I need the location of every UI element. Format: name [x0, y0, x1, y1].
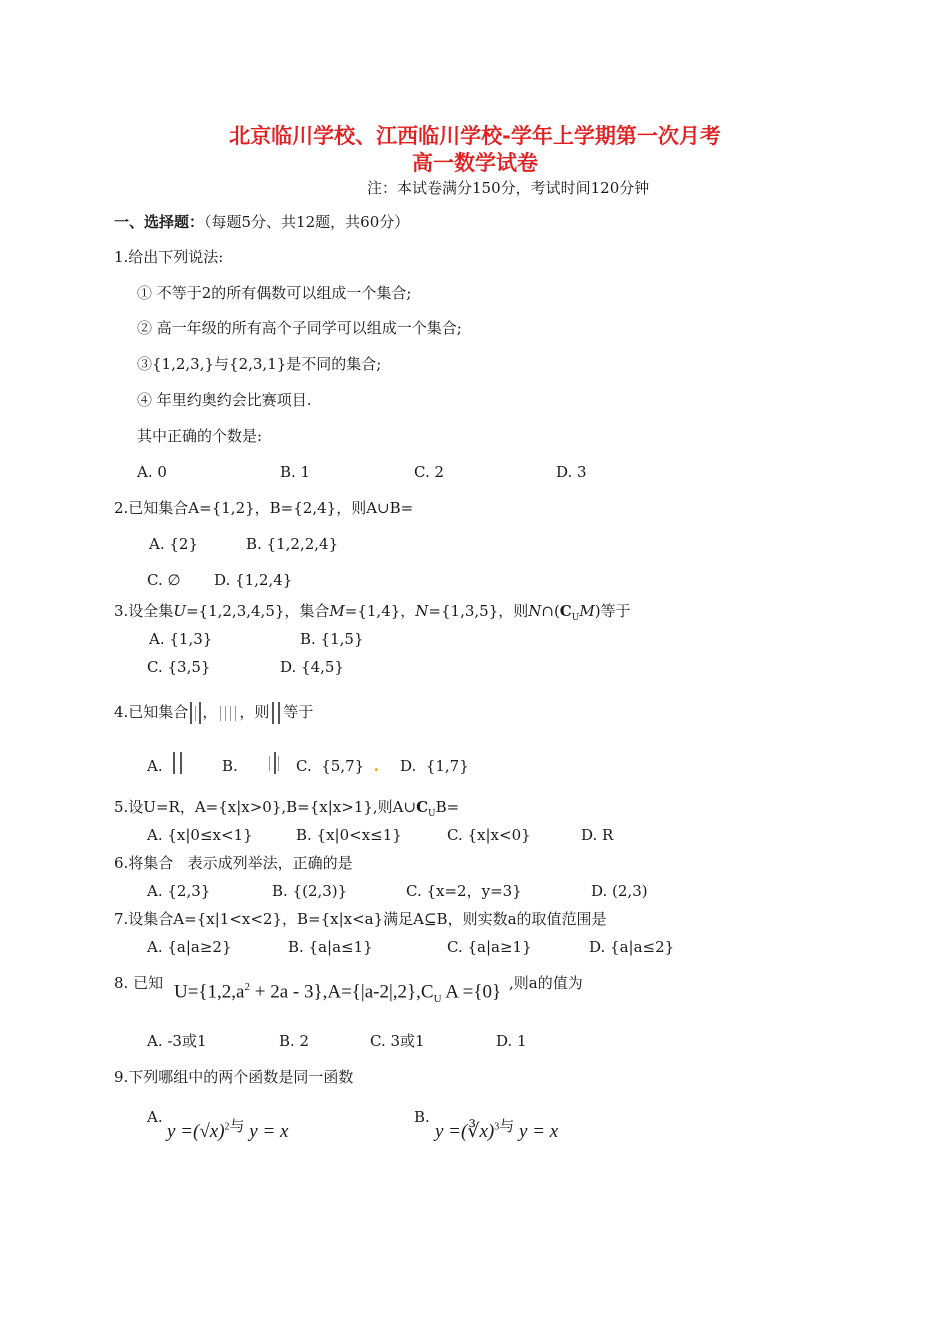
exam-title-line1: 北京临川学校、江西临川学校-学年上学期第一次月考 [229, 124, 721, 148]
q4-stem [114, 700, 313, 726]
q9-a-connector: 与 [229, 1117, 245, 1135]
q2-option-d: D. {1,2,4} [214, 571, 293, 589]
q1-statement-1: ① 不等于2的所有偶数可以组成一个集合; [137, 284, 412, 302]
q6-stem [114, 853, 353, 873]
q3-text-3: ={1,4}， [344, 602, 416, 620]
q7-option-a: A. {a|a≥2} [147, 938, 232, 956]
q5-option-d: D. R [581, 826, 614, 844]
q9-option-a-label: A. [147, 1108, 163, 1126]
q9-b-func-2: y = x [518, 1121, 559, 1142]
q4-text-3: ，则 [239, 703, 270, 721]
q3-complement-sub: U [571, 613, 580, 623]
q5-stem [114, 797, 459, 824]
q8-option-c: C. 3或1 [370, 1032, 425, 1050]
section-heading [114, 212, 409, 232]
q5-complement-symbol: C [416, 798, 429, 816]
q5-text-2: B= [435, 798, 460, 816]
q1-statement-4: ④ 年里约奥约会比赛项目. [137, 391, 312, 409]
q6-text-1: 6.将集合 [114, 854, 174, 872]
q6-option-d: D. (2,3) [591, 882, 648, 900]
q4-option-d [400, 756, 469, 776]
q4-option-a-formula-image [171, 750, 185, 776]
q1-statement-2: ② 高一年级的所有高个子同学可以组成一个集合; [137, 319, 462, 337]
q9-option-a-formula [167, 1114, 288, 1144]
q6-option-a: A. {2,3} [147, 882, 211, 900]
q3-text-4: ={1,3,5}，则 [428, 602, 529, 620]
q3-text-5: ∩( [541, 602, 560, 620]
exam-note: 注：本试卷满分150分，考试时间120分钟 [367, 179, 650, 197]
q7-option-d: D. {a|a≤2} [589, 938, 675, 956]
q8-formula [174, 975, 501, 1011]
q4-option-b: B. [222, 757, 238, 775]
q4-option-a: A. [147, 757, 163, 775]
q7-stem: 7.设集合A={x|1<x<2}，B={x|x<a}满足A⊆B，则实数a的取值范围是 [114, 910, 607, 928]
q3-var-n2: N [528, 602, 542, 620]
q5-text-1: 5.设U=R，A={x|x>0},B={x|x>1},则A∪ [114, 798, 417, 816]
q9-option-b-formula [435, 1114, 558, 1144]
set-a-formula-image [188, 700, 202, 726]
q9-stem: 9.下列哪组中的两个函数是同一函数 [114, 1068, 354, 1086]
q8-stem-end: ,则a的值为 [509, 974, 583, 992]
section-desc: （每题5分、共12题，共60分） [204, 213, 410, 231]
q4-text-2: ， [202, 703, 218, 721]
q4-option-d-label: D. [400, 757, 417, 775]
q6-option-c: C. {x=2，y=3} [406, 882, 522, 900]
q3-stem [114, 601, 631, 628]
q9-option-b-label: B. [414, 1108, 430, 1126]
exam-title-line2: 高一数学试卷 [412, 151, 538, 175]
q3-complement-symbol: C [559, 602, 572, 620]
q1-option-c: C. 2 [414, 463, 445, 481]
q3-text-6: )等于 [594, 602, 631, 620]
q7-option-c: C. {a|a≥1} [447, 938, 532, 956]
q9-b-sup: 3 [494, 1121, 500, 1133]
q5-option-a: A. {x|0≤x<1} [147, 826, 253, 844]
q5-option-b: B. {x|0<x≤1} [296, 826, 402, 844]
q4-option-c-label: C. [296, 757, 312, 775]
q9-a-func-2: y = x [249, 1121, 289, 1142]
q9-a-func-1: y =(√x) [167, 1121, 225, 1142]
q4-dot-mark: . [373, 757, 379, 775]
q3-option-c: C. {3,5} [147, 658, 211, 676]
q2-option-a: A. {2} [149, 535, 198, 553]
q3-option-d: D. {4,5} [280, 658, 344, 676]
set-expression-image [269, 700, 283, 726]
q3-var-m2: M [579, 602, 595, 620]
q1-option-a: A. 0 [137, 463, 167, 481]
q7-option-b: B. {a|a≤1} [288, 938, 373, 956]
q6-text-2: 表示成列举法，正确的是 [187, 854, 353, 872]
section-label: 一、选择题： [114, 213, 205, 231]
q2-option-b: B. {1,2,2,4} [246, 535, 339, 553]
q5-complement-sub: U [428, 809, 436, 819]
q1-option-d: D. 3 [556, 463, 587, 481]
q1-stem: 1.给出下列说法: [114, 248, 224, 266]
q3-var-n: N [415, 602, 429, 620]
q8-option-b: B. 2 [279, 1032, 310, 1050]
q4-option-c [296, 756, 379, 776]
set-formula-image [173, 854, 187, 872]
q3-text-1: 3.设全集 [114, 602, 174, 620]
q8-formula-part-2: + 2a - 3},A={|a-2|,2},C [250, 981, 434, 1003]
q8-formula-part-3: A ={0} [441, 981, 502, 1003]
q8-formula-sup: 2 [244, 981, 250, 993]
q4-text-1: 4.已知集合 [114, 703, 189, 721]
q2-stem: 2.已知集合A={1,2}，B={2,4}，则A∪B= [114, 499, 414, 517]
q8-stem-text: 8. 已知 [114, 974, 164, 992]
q3-var-m: M [329, 602, 345, 620]
q1-option-b: B. 1 [280, 463, 311, 481]
q4-text-4: 等于 [283, 703, 314, 721]
q6-option-b: B. {(2,3)} [272, 882, 348, 900]
q4-option-d-value: {1,7} [425, 757, 469, 775]
q1-statement-3: ③{1,2,3,}与{2,3,1}是不同的集合; [137, 355, 382, 373]
q3-var-u: U [173, 602, 186, 620]
q8-option-d: D. 1 [496, 1032, 527, 1050]
q3-option-b: B. {1,5} [300, 630, 364, 648]
q8-option-a: A. -3或1 [147, 1032, 207, 1050]
set-b-formula-image [217, 700, 239, 726]
q3-option-a: A. {1,3} [149, 630, 213, 648]
q9-b-func-1: y =(∛x) [435, 1121, 495, 1142]
q3-text-2: ={1,2,3,4,5}，集合 [185, 602, 330, 620]
q9-a-sup: 2 [224, 1121, 230, 1133]
q5-option-c: C. {x|x<0} [447, 826, 531, 844]
q4-option-c-value: {5,7} [321, 757, 365, 775]
q8-formula-part-1: U={1,2,a [174, 981, 245, 1003]
q4-option-b-formula-image [267, 750, 281, 776]
q8-formula-sub: U [433, 993, 442, 1006]
q2-option-c: C. ∅ [147, 571, 181, 589]
q9-b-connector: 与 [499, 1117, 515, 1135]
q1-ask: 其中正确的个数是: [137, 427, 263, 445]
